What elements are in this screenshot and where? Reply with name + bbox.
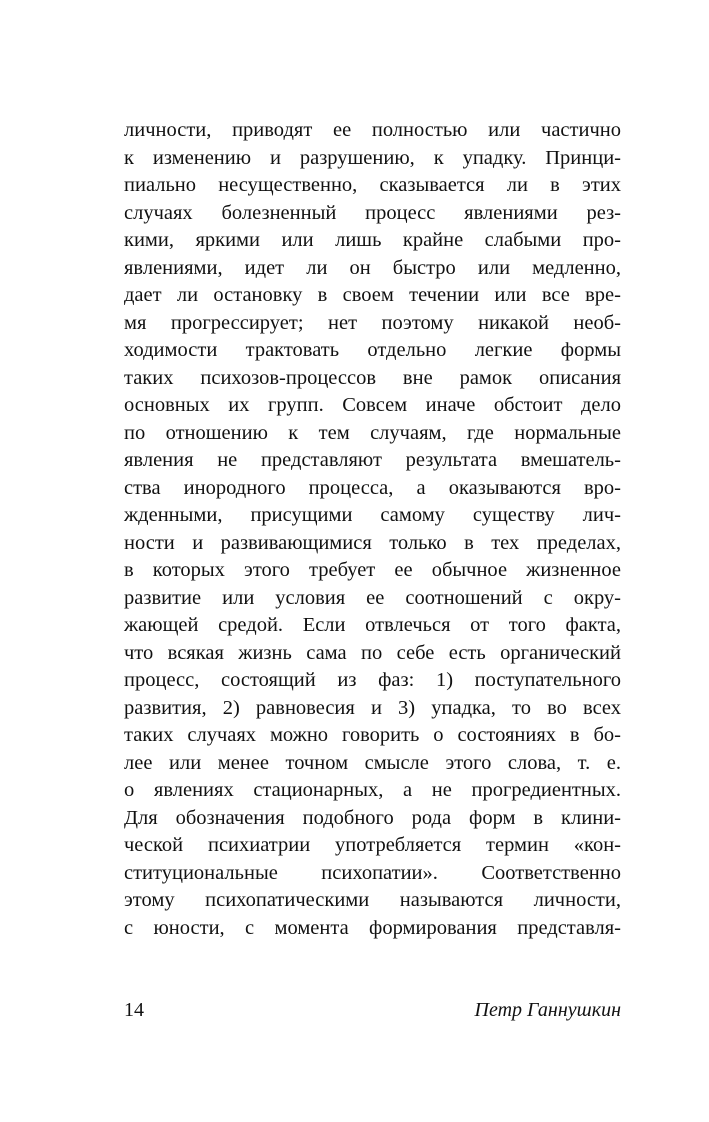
- text-line: жденными, присущими самому существу лич-: [124, 504, 621, 526]
- text-line: основных их групп. Совсем иначе обстоит дело: [124, 394, 621, 416]
- text-line: в которых этого требует ее обычное жизненное: [124, 559, 621, 581]
- page-number: 14: [124, 999, 144, 1021]
- text-line: кими, яркими или лишь крайне слабыми про-: [124, 229, 621, 251]
- text-line: этому психопатическими называются личности,: [124, 889, 621, 911]
- page-footer: [124, 996, 621, 1024]
- text-line: с юности, с момента формирования представля-: [124, 916, 621, 939]
- text-line: ческой психиатрии употребляется термин «кон-: [124, 834, 621, 856]
- text-line: по отношению к тем случаям, где нормальные: [124, 421, 621, 444]
- text-line: процесс, состоящий из фаз: 1) поступательного: [124, 669, 621, 691]
- text-line: личности, приводят ее полностью или частично: [124, 119, 621, 141]
- text-line: пиально несущественно, сказывается ли в этих: [124, 174, 621, 196]
- text-line: жающей средой. Если отвлечься от того факта,: [124, 614, 621, 636]
- text-line: развитие или условия ее соотношений с окру-: [124, 586, 621, 609]
- text-line: таких случаях можно говорить о состояниях в бо-: [124, 724, 621, 746]
- text-line: ходимости трактовать отдельно легкие формы: [124, 339, 621, 361]
- text-line: мя прогрессирует; нет поэтому никакой необ-: [124, 311, 621, 334]
- text-line: случаях болезненный процесс явлениями рез-: [124, 201, 621, 224]
- text-line: лее или менее точном смысле этого слова, т. е.: [124, 751, 621, 774]
- text-line: Для обозначения подобного рода форм в клини-: [124, 806, 621, 829]
- text-line: ности и развивающимися только в тех пределах,: [124, 531, 621, 554]
- text-line: о явлениях стационарных, а не прогредиентных.: [124, 779, 621, 801]
- text-line: к изменению и разрушению, к упадку. Принци-: [124, 146, 621, 169]
- text-line: дает ли остановку в своем течении или все вре-: [124, 284, 621, 306]
- running-author: Петр Ганнушкин: [474, 999, 621, 1021]
- text-line: таких психозов-процессов вне рамок описания: [124, 366, 621, 389]
- text-line: явления не представляют результата вмешатель-: [124, 449, 621, 471]
- text-line: явлениями, идет ли он быстро или медленно,: [124, 256, 621, 279]
- text-line: развития, 2) равновесия и 3) упадка, то во всех: [124, 696, 621, 719]
- text-line: ституциональные психопатии». Соответственно: [124, 861, 621, 884]
- body-text: [124, 117, 621, 942]
- text-line: что всякая жизнь сама по себе есть органический: [124, 641, 621, 664]
- text-line: ства инородного процесса, а оказываются вро-: [124, 476, 621, 499]
